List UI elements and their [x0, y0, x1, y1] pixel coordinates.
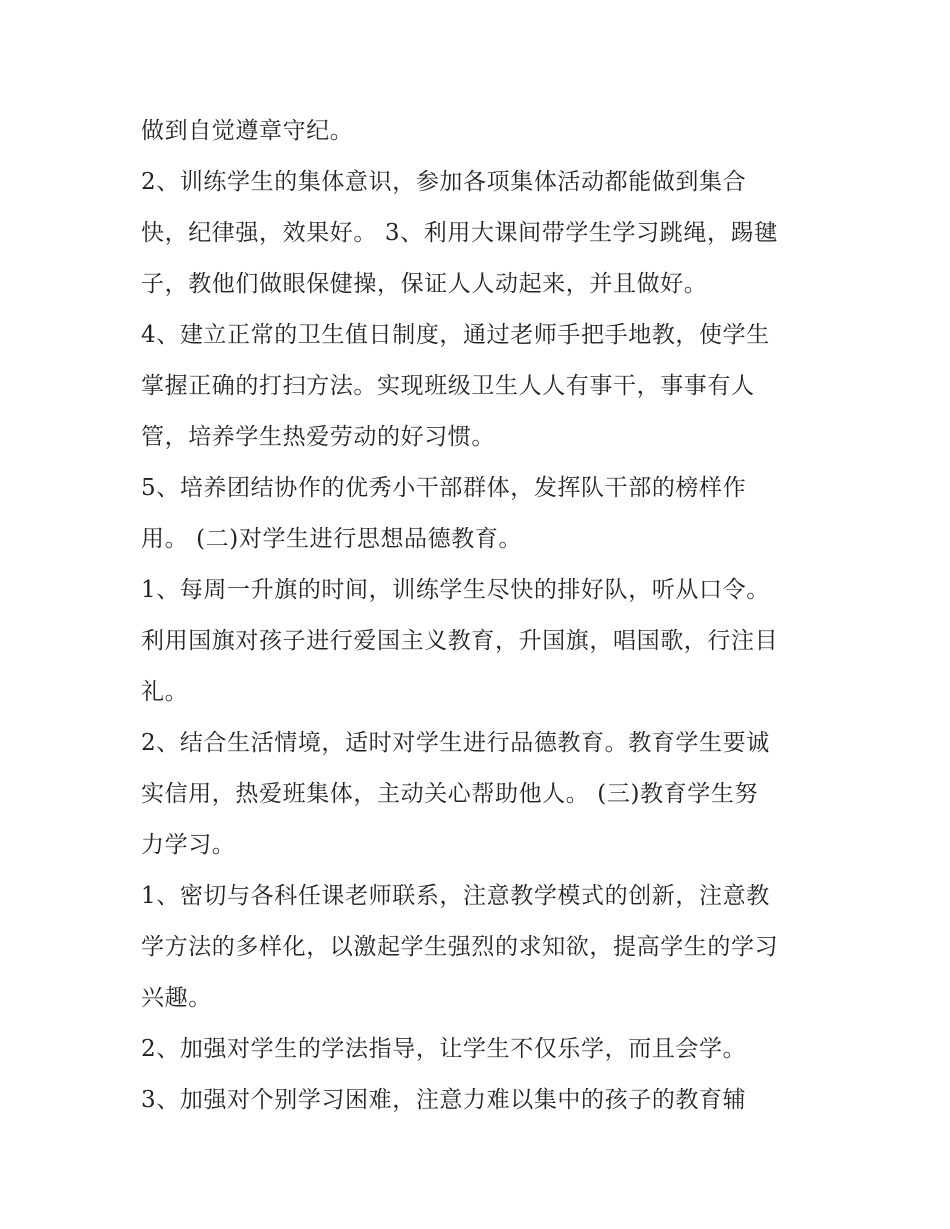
text-line: 力学习。	[141, 832, 236, 858]
text-line: 兴趣。	[141, 985, 212, 1011]
text-line: 2、加强对学生的学法指导，让学生不仅乐学，而且会学。	[141, 1036, 747, 1062]
text-line: 1、每周一升旗的时间，训练学生尽快的排好队，听从口令。	[141, 577, 770, 603]
text-line: 管，培养学生热爱劳动的好习惯。	[141, 424, 495, 450]
text-line: 1、密切与各科任课老师联系，注意教学模式的创新，注意教	[141, 883, 770, 909]
text-line: 学方法的多样化，以激起学生强烈的求知欲，提高学生的学习	[141, 934, 779, 960]
text-line: 实信用，热爱班集体，主动关心帮助他人。 (三)教育学生努	[141, 781, 759, 807]
document-body	[141, 106, 821, 1126]
text-line: 2、训练学生的集体意识，参加各项集体活动都能做到集合	[141, 169, 747, 195]
text-line: 2、结合生活情境，适时对学生进行品德教育。教育学生要诚	[141, 730, 770, 756]
text-line: 5、培养团结协作的优秀小干部群体，发挥队干部的榜样作	[141, 475, 747, 501]
text-line: 掌握正确的打扫方法。实现班级卫生人人有事干，事事有人	[141, 373, 755, 399]
text-line: 用。 (二)对学生进行思想品德教育。	[141, 526, 523, 552]
text-line: 礼。	[141, 679, 189, 705]
text-line: 做到自觉遵章守纪。	[141, 118, 354, 144]
text-line: 利用国旗对孩子进行爱国主义教育，升国旗，唱国歌，行注目	[141, 628, 779, 654]
text-line: 快，纪律强，效果好。 3、利用大课间带学生学习跳绳，踢毽	[141, 220, 778, 246]
text-line: 子，教他们做眼保健操，保证人人动起来，并且做好。	[141, 271, 708, 297]
text-line: 3、加强对个别学习困难，注意力难以集中的孩子的教育辅	[141, 1087, 747, 1113]
text-line: 4、建立正常的卫生值日制度，通过老师手把手地教，使学生	[141, 322, 770, 348]
